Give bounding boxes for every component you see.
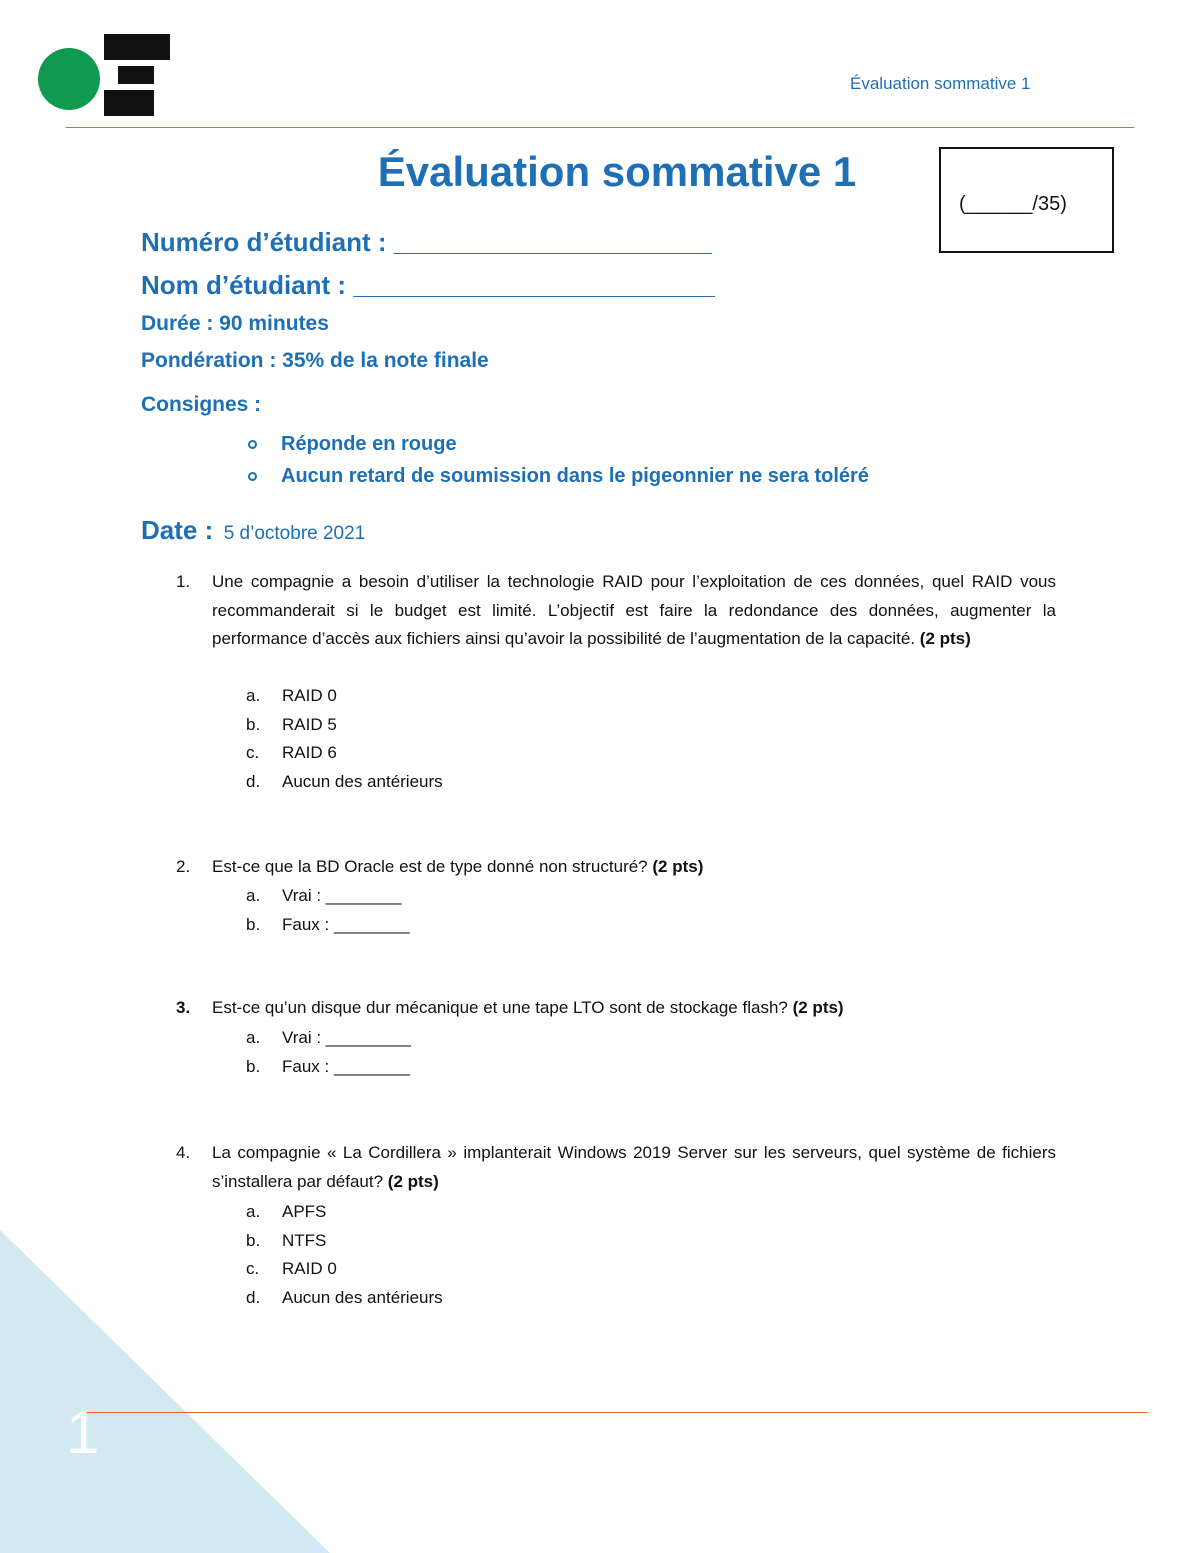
question-text bbox=[212, 853, 1056, 882]
page-title: Évaluation sommative 1 bbox=[377, 148, 857, 195]
instruction-text: Réponde en rouge bbox=[281, 432, 457, 455]
logo-bar-bottom bbox=[104, 90, 154, 116]
question-text bbox=[212, 1139, 1056, 1196]
option-letter: b. bbox=[246, 914, 261, 934]
page-number: 1 bbox=[66, 1399, 100, 1466]
score-text: (______/35) bbox=[959, 193, 1067, 215]
header-divider bbox=[66, 127, 1134, 128]
logo-bar-middle bbox=[118, 66, 154, 84]
option-item bbox=[246, 768, 443, 797]
student-number-field: Numéro d’étudiant : ______________________ bbox=[141, 227, 712, 257]
question-points: (2 pts) bbox=[792, 998, 844, 1017]
option-text: Vrai : ________ bbox=[282, 886, 402, 905]
option-item bbox=[246, 682, 443, 711]
question-1 bbox=[176, 568, 1056, 791]
question-number: 3. bbox=[176, 998, 191, 1017]
option-text: Aucun des antérieurs bbox=[282, 1287, 443, 1307]
option-letter: a. bbox=[246, 886, 261, 905]
option-text: RAID 5 bbox=[282, 714, 337, 734]
question-points: (2 pts) bbox=[652, 857, 704, 876]
score-box bbox=[939, 147, 1114, 253]
bullet-circle-icon bbox=[248, 440, 257, 449]
option-letter: c. bbox=[246, 1259, 260, 1278]
question-3 bbox=[176, 994, 1056, 1076]
running-header-title: Évaluation sommative 1 bbox=[850, 74, 1031, 93]
date-label: Date : bbox=[141, 515, 214, 545]
instruction-item bbox=[248, 460, 869, 492]
options-list bbox=[246, 1198, 443, 1312]
logo-circle bbox=[38, 48, 100, 110]
option-item bbox=[246, 1198, 443, 1227]
option-letter: b. bbox=[246, 1056, 261, 1076]
option-letter: d. bbox=[246, 771, 261, 791]
option-item bbox=[246, 739, 443, 768]
weighting-line: Pondération : 35% de la note finale bbox=[141, 349, 489, 372]
date-row bbox=[141, 515, 365, 546]
question-number: 1. bbox=[176, 572, 191, 591]
question-points: (2 pts) bbox=[919, 629, 971, 648]
question-number: 4. bbox=[176, 1143, 191, 1162]
option-text: APFS bbox=[282, 1202, 327, 1221]
option-text: NTFS bbox=[282, 1230, 327, 1250]
footer-divider bbox=[86, 1412, 1148, 1413]
question-body: Une compagnie a besoin d’utiliser la technologie RAID pour l’exploitation de ces données, quel RAID vous recommanderait si le budget est limité. L’objectif est faire la redondance des données, augmenter la performance d’accès aux fichiers ainsi qu’avoir la possibilité de l’augmentation de la capacité. bbox=[212, 572, 1056, 648]
option-item bbox=[246, 882, 410, 911]
option-item bbox=[246, 1024, 411, 1053]
option-letter: b. bbox=[246, 714, 261, 734]
date-value: 5 d’octobre 2021 bbox=[223, 523, 366, 544]
options-list bbox=[246, 682, 443, 796]
option-text: Aucun des antérieurs bbox=[282, 771, 443, 791]
option-item bbox=[246, 1255, 443, 1284]
question-body: La compagnie « La Cordillera » implanterait Windows 2019 Server sur les serveurs, quel système de fichiers s’installera par défaut? bbox=[212, 1143, 1056, 1191]
question-text bbox=[212, 568, 1056, 654]
option-item bbox=[246, 1284, 443, 1313]
option-letter: b. bbox=[246, 1230, 261, 1250]
question-number: 2. bbox=[176, 857, 191, 876]
options-list bbox=[246, 882, 410, 939]
option-text: RAID 6 bbox=[282, 743, 337, 762]
option-text: Faux : ________ bbox=[282, 1056, 410, 1076]
option-text: Faux : ________ bbox=[282, 914, 410, 934]
student-name-field: Nom d’étudiant : _________________________ bbox=[141, 270, 715, 300]
instructions-list bbox=[248, 428, 869, 492]
option-text: RAID 0 bbox=[282, 1259, 337, 1278]
option-item bbox=[246, 1227, 443, 1256]
question-body: Est-ce qu’un disque dur mécanique et une tape LTO sont de stockage flash? bbox=[212, 998, 788, 1017]
duration-line: Durée : 90 minutes bbox=[141, 312, 329, 335]
question-points: (2 pts) bbox=[387, 1171, 439, 1191]
option-item bbox=[246, 911, 410, 940]
bullet-circle-icon bbox=[248, 472, 257, 481]
option-text: RAID 0 bbox=[282, 686, 337, 705]
option-letter: a. bbox=[246, 1028, 261, 1047]
question-4 bbox=[176, 1139, 1056, 1307]
option-letter: a. bbox=[246, 686, 261, 705]
logo-bar-top bbox=[104, 34, 170, 60]
question-body: Est-ce que la BD Oracle est de type donné non structuré? bbox=[212, 857, 648, 876]
option-letter: c. bbox=[246, 743, 260, 762]
options-list bbox=[246, 1024, 411, 1081]
instruction-text: Aucun retard de soumission dans le pigeonnier ne sera toléré bbox=[281, 464, 869, 487]
instruction-item bbox=[248, 428, 869, 460]
option-letter: a. bbox=[246, 1202, 261, 1221]
question-text bbox=[212, 994, 1056, 1023]
instructions-label: Consignes : bbox=[141, 393, 262, 416]
option-item bbox=[246, 711, 443, 740]
question-2 bbox=[176, 853, 1056, 934]
option-letter: d. bbox=[246, 1287, 261, 1307]
option-item bbox=[246, 1053, 411, 1082]
option-text: Vrai : _________ bbox=[282, 1028, 411, 1047]
